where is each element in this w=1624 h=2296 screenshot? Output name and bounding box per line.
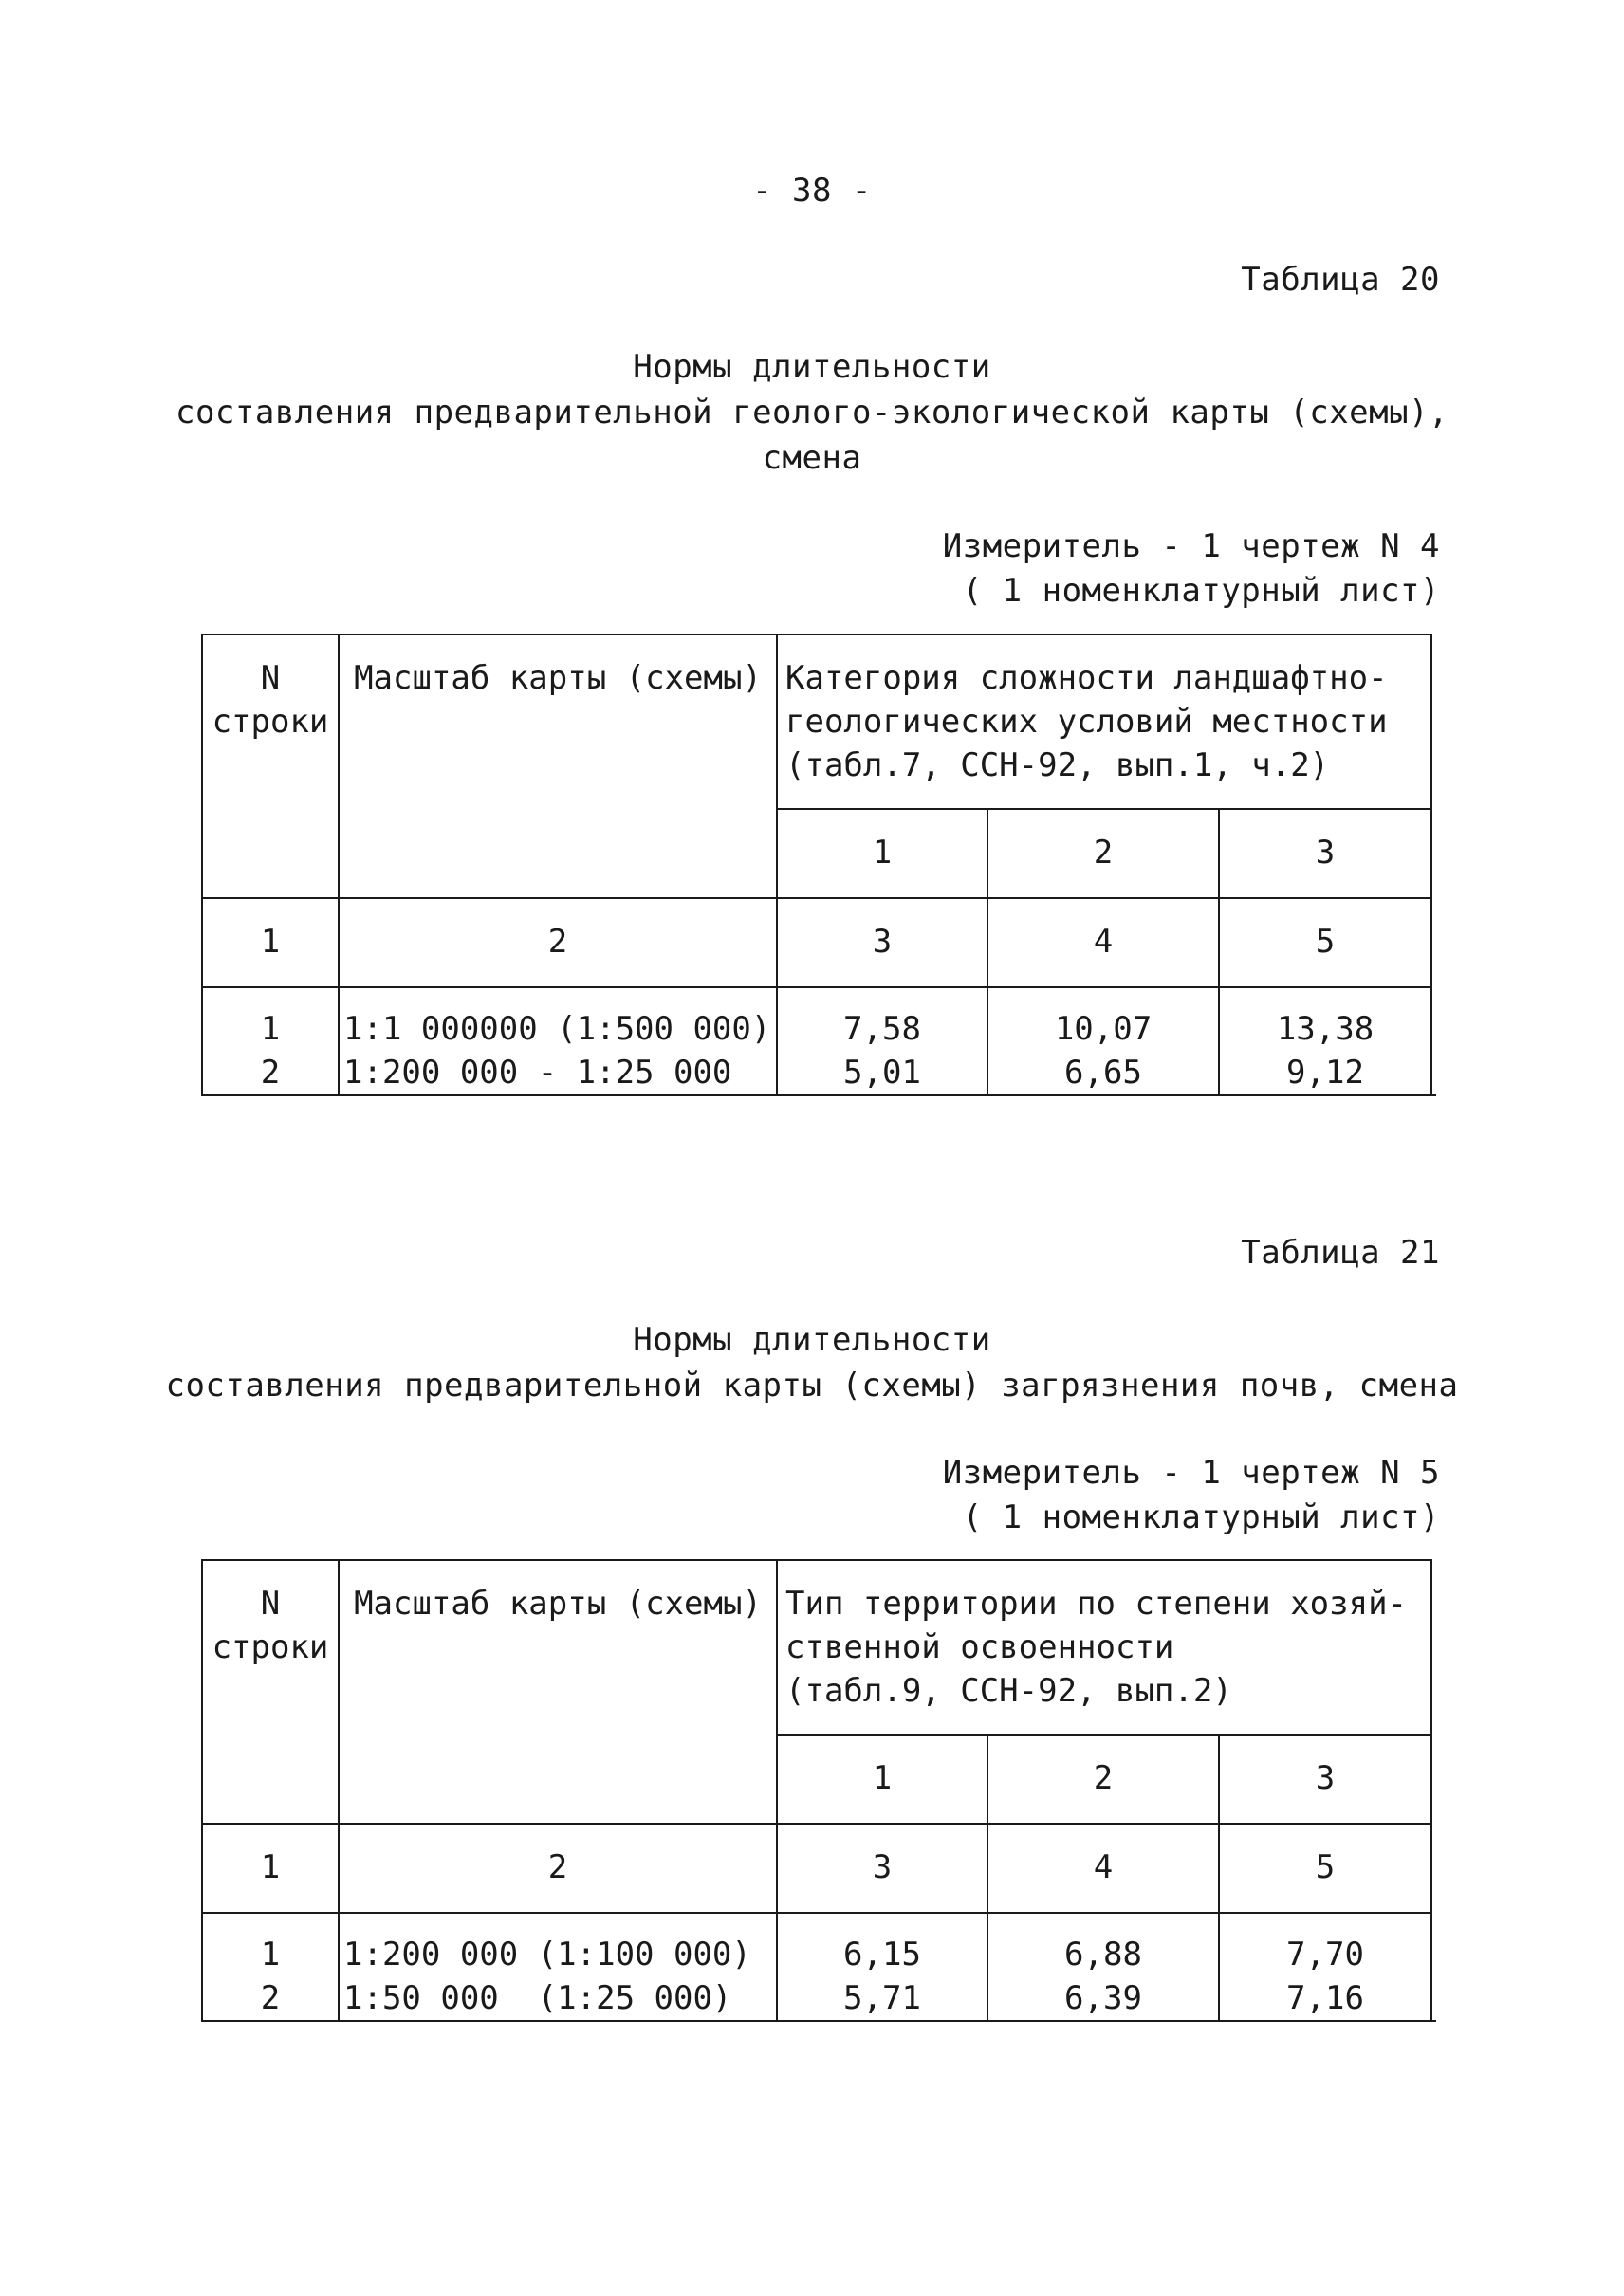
table-21-header-territory-line-3: (табл.9, ССН-92, вып.2) [785, 1672, 1232, 1710]
table-20-colnum-5: 5 [1315, 923, 1336, 961]
table-21-subheader-1: 1 [872, 1759, 893, 1797]
table-20-header-category-line-2: геологических условий местности [785, 703, 1388, 741]
table-21-bottom-border [201, 2020, 1436, 2022]
table-20-subheader-rule [776, 808, 1432, 810]
table-21-row-2-type-2: 6,39 [1064, 1979, 1142, 2017]
table-20-row-2-n: 2 [260, 1054, 281, 1092]
table-21-colnum-4: 4 [1093, 1848, 1114, 1886]
table-20-row-2-cat-3: 9,12 [1286, 1054, 1364, 1092]
table-21-row-2-n: 2 [260, 1979, 281, 2017]
table-21-title-line-2: составления предварительной карты (схемы) загрязнения почв, смена [165, 1367, 1459, 1405]
table-20-subheader-2: 2 [1093, 834, 1114, 872]
table-21-title-line-1: Нормы длительности [633, 1321, 991, 1359]
table-21-top-border [201, 1559, 1432, 1561]
table-21-header-territory-line-1: Тип территории по степени хозяй- [785, 1585, 1408, 1623]
table-20-row-1-scale: 1:1 000000 (1:500 000) [343, 1010, 771, 1048]
table-21-vline-1 [338, 1559, 340, 2022]
table-20-colnum-1: 1 [260, 923, 281, 961]
table-21-subheader-3: 3 [1315, 1759, 1336, 1797]
table-21-row-1-type-2: 6,88 [1064, 1936, 1142, 1974]
table-20-unit-line-2: ( 1 номенклатурный лист) [962, 572, 1440, 610]
table-20-title-line-3: смена [762, 439, 862, 477]
table-20-colnum-2: 2 [547, 923, 568, 961]
table-21-colnum-5: 5 [1315, 1848, 1336, 1886]
table-20-colnum-3: 3 [872, 923, 893, 961]
table-20-colnum-4: 4 [1093, 923, 1114, 961]
table-21-vline-right [1430, 1559, 1432, 2022]
table-21-unit-line-2: ( 1 номенклатурный лист) [962, 1498, 1440, 1536]
table-21-header-n: N [260, 1585, 281, 1623]
table-20-header-category-line-3: (табл.7, ССН-92, вып.1, ч.2) [785, 746, 1330, 784]
table-21-numbering-rule [201, 1912, 1432, 1914]
table-20-header-n: N [260, 659, 281, 697]
table-21-row-1-n: 1 [260, 1936, 281, 1974]
table-20-title-line-2: составления предварительной геолого-экологической карты (схемы), [175, 394, 1449, 432]
table-20-header-category-line-1: Категория сложности ландшафтно- [785, 659, 1388, 697]
table-20-row-2-scale: 1:200 000 - 1:25 000 [343, 1054, 732, 1092]
table-20-title-line-1: Нормы длительности [633, 348, 991, 386]
table-20-subheader-3: 3 [1315, 834, 1336, 872]
table-20-bottom-border [201, 1094, 1436, 1096]
table-21-header-scale: Масштаб карты (схемы) [354, 1585, 762, 1623]
table-21-row-1-type-3: 7,70 [1286, 1936, 1364, 1974]
table-21-header-row-label: строки [212, 1628, 329, 1666]
table-20-unit-line-1: Измеритель - 1 чертеж N 4 [942, 527, 1440, 565]
table-20-vline-right [1430, 634, 1432, 1096]
table-21-colnum-1: 1 [260, 1848, 281, 1886]
table-20-top-border [201, 634, 1432, 635]
table-20-header-rule [201, 897, 1432, 899]
table-21-row-2-type-1: 5,71 [843, 1979, 921, 2017]
table-20-row-1-cat-2: 10,07 [1054, 1010, 1153, 1048]
table-21-label: Таблица 21 [1241, 1234, 1440, 1272]
table-21-colnum-2: 2 [547, 1848, 568, 1886]
table-20-row-2-cat-2: 6,65 [1064, 1054, 1142, 1092]
table-20-row-2-cat-1: 5,01 [843, 1054, 921, 1092]
table-21-subheader-rule [776, 1734, 1432, 1736]
table-20-row-1-cat-1: 7,58 [843, 1010, 921, 1048]
table-20-numbering-rule [201, 986, 1432, 988]
table-20-row-1-n: 1 [260, 1010, 281, 1048]
table-20-header-row-label: строки [212, 703, 329, 741]
table-21-header-rule [201, 1823, 1432, 1825]
table-20-vline-1 [338, 634, 340, 1096]
page-number: - 38 - [752, 172, 872, 210]
table-21-subheader-2: 2 [1093, 1759, 1114, 1797]
table-21-row-1-type-1: 6,15 [843, 1936, 921, 1974]
table-21-header-territory-line-2: ственной освоенности [785, 1628, 1174, 1666]
table-20-row-1-cat-3: 13,38 [1276, 1010, 1375, 1048]
table-21-colnum-3: 3 [872, 1848, 893, 1886]
table-20-subheader-1: 1 [872, 834, 893, 872]
table-20-header-scale: Масштаб карты (схемы) [354, 659, 762, 697]
table-21-row-1-scale: 1:200 000 (1:100 000) [343, 1936, 751, 1974]
table-21-unit-line-1: Измеритель - 1 чертеж N 5 [942, 1454, 1440, 1492]
table-21-row-2-type-3: 7,16 [1286, 1979, 1364, 2017]
table-20-label: Таблица 20 [1241, 261, 1440, 299]
table-21-row-2-scale: 1:50 000 (1:25 000) [343, 1979, 732, 2017]
